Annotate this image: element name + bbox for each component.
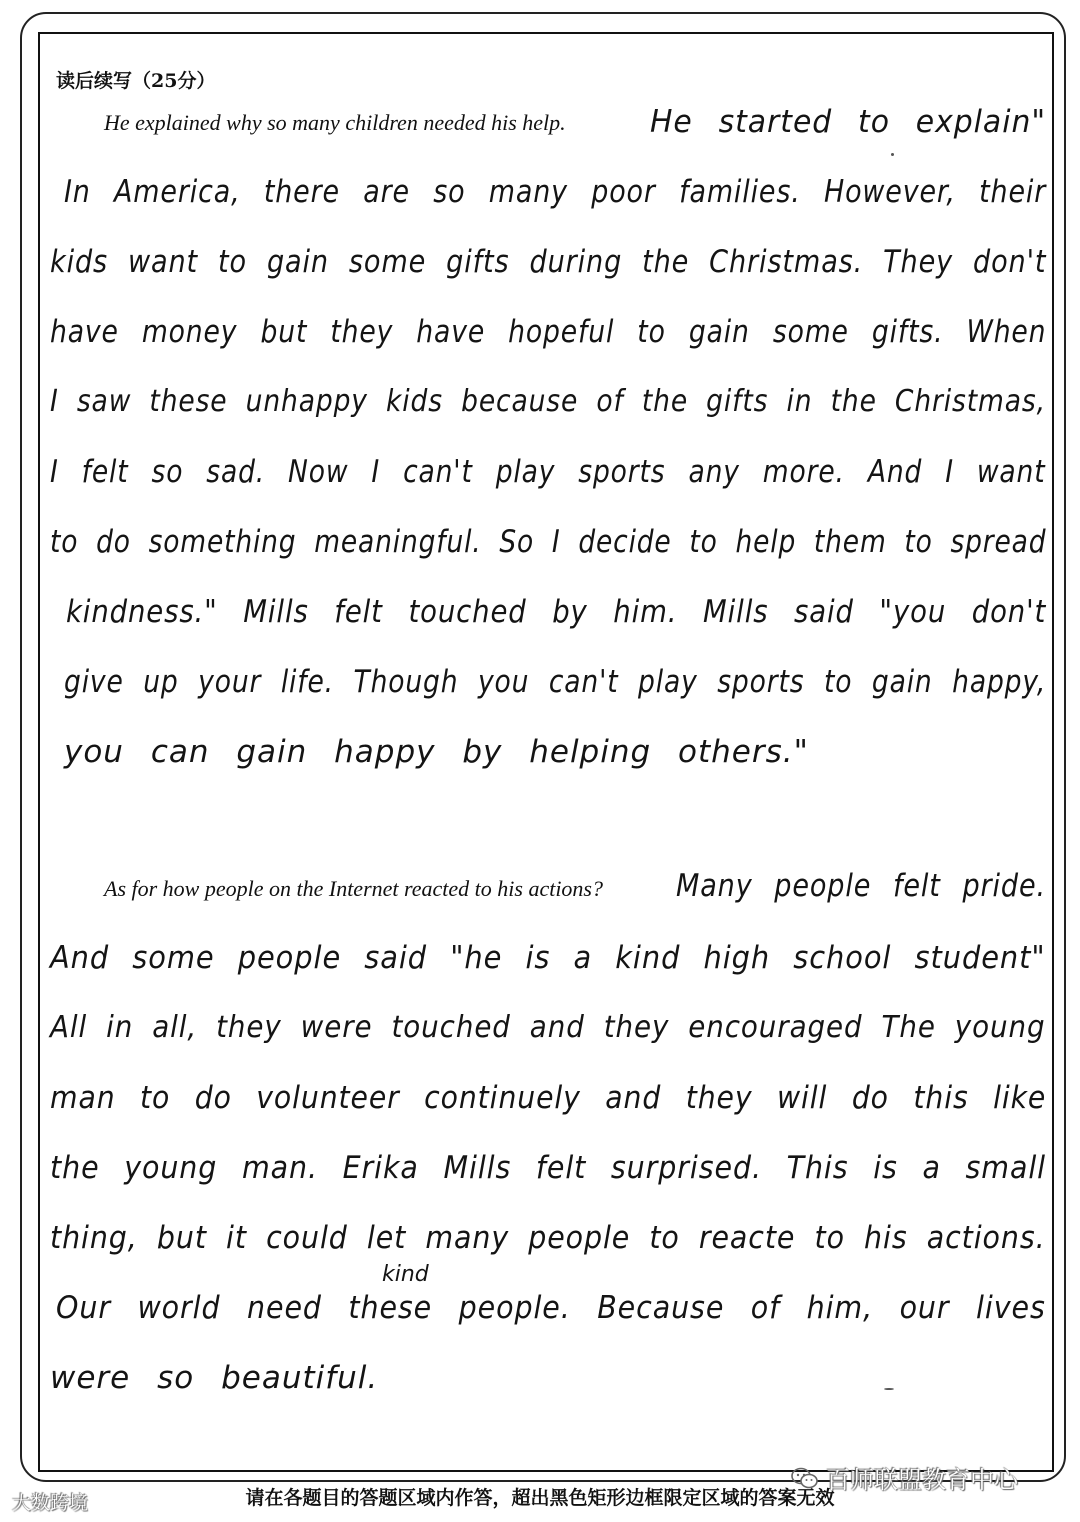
handwritten-line: were so beautiful. bbox=[50, 1360, 379, 1396]
prompt-paragraph-2: As for how people on the Internet reacted to his actions? bbox=[104, 876, 603, 901]
handwritten-line: you can gain happy by helping others." bbox=[64, 734, 809, 770]
handwritten-line: All in all, they were touched and they encouraged The young bbox=[50, 1010, 1046, 1045]
handwritten-line: Our world need these people. Because of him, our lives bbox=[56, 1290, 1046, 1326]
insertion-caret-kind: kind bbox=[382, 1262, 429, 1287]
watermark-right-text: 百师联盟教育中心 bbox=[826, 1466, 1018, 1494]
prompt-paragraph-1: He explained why so many children needed his help. bbox=[104, 110, 566, 135]
handwritten-line: give up your life. Though you can't play sports to gain happy, bbox=[64, 664, 1047, 700]
handwritten-line: And some people said "he is a kind high school student" bbox=[50, 940, 1046, 976]
handwritten-line: I saw these unhappy kids because of the gifts in the Christmas, bbox=[50, 384, 1046, 419]
handwritten-line: He started to explain" bbox=[650, 104, 1047, 140]
handwritten-line: have money but they have hopeful to gain some gifts. When bbox=[50, 314, 1047, 350]
handwritten-line: to do something meaningful. So I decide to help them to spread bbox=[50, 524, 1047, 560]
section-heading: 读后续写（25分） bbox=[56, 70, 216, 92]
handwritten-line: the young man. Erika Mills felt surprised. This is a small bbox=[50, 1150, 1047, 1186]
handwritten-line: man to do volunteer continuely and they will do this like bbox=[50, 1080, 1047, 1116]
handwritten-line: In America, there are so many poor families. However, their bbox=[64, 174, 1047, 210]
handwritten-line: kindness." Mills felt touched by him. Mills said "you don't bbox=[66, 594, 1047, 630]
watermark-left-text: 大数跨境 bbox=[12, 1492, 89, 1514]
handwritten-line: Many people felt pride. bbox=[676, 868, 1046, 904]
handwritten-line: kids want to gain some gifts during the Christmas. They don't bbox=[50, 244, 1047, 280]
handwritten-line: I felt so sad. Now I can't play sports any more. And I want bbox=[50, 454, 1046, 490]
stray-mark bbox=[891, 153, 894, 156]
footer-instruction: 请在各题目的答题区域内作答，超出黑色矩形边框限定区域的答案无效 bbox=[245, 1487, 835, 1509]
handwritten-line: thing, but it could let many people to reacte to his actions. bbox=[50, 1220, 1046, 1256]
stray-mark bbox=[884, 1388, 894, 1390]
